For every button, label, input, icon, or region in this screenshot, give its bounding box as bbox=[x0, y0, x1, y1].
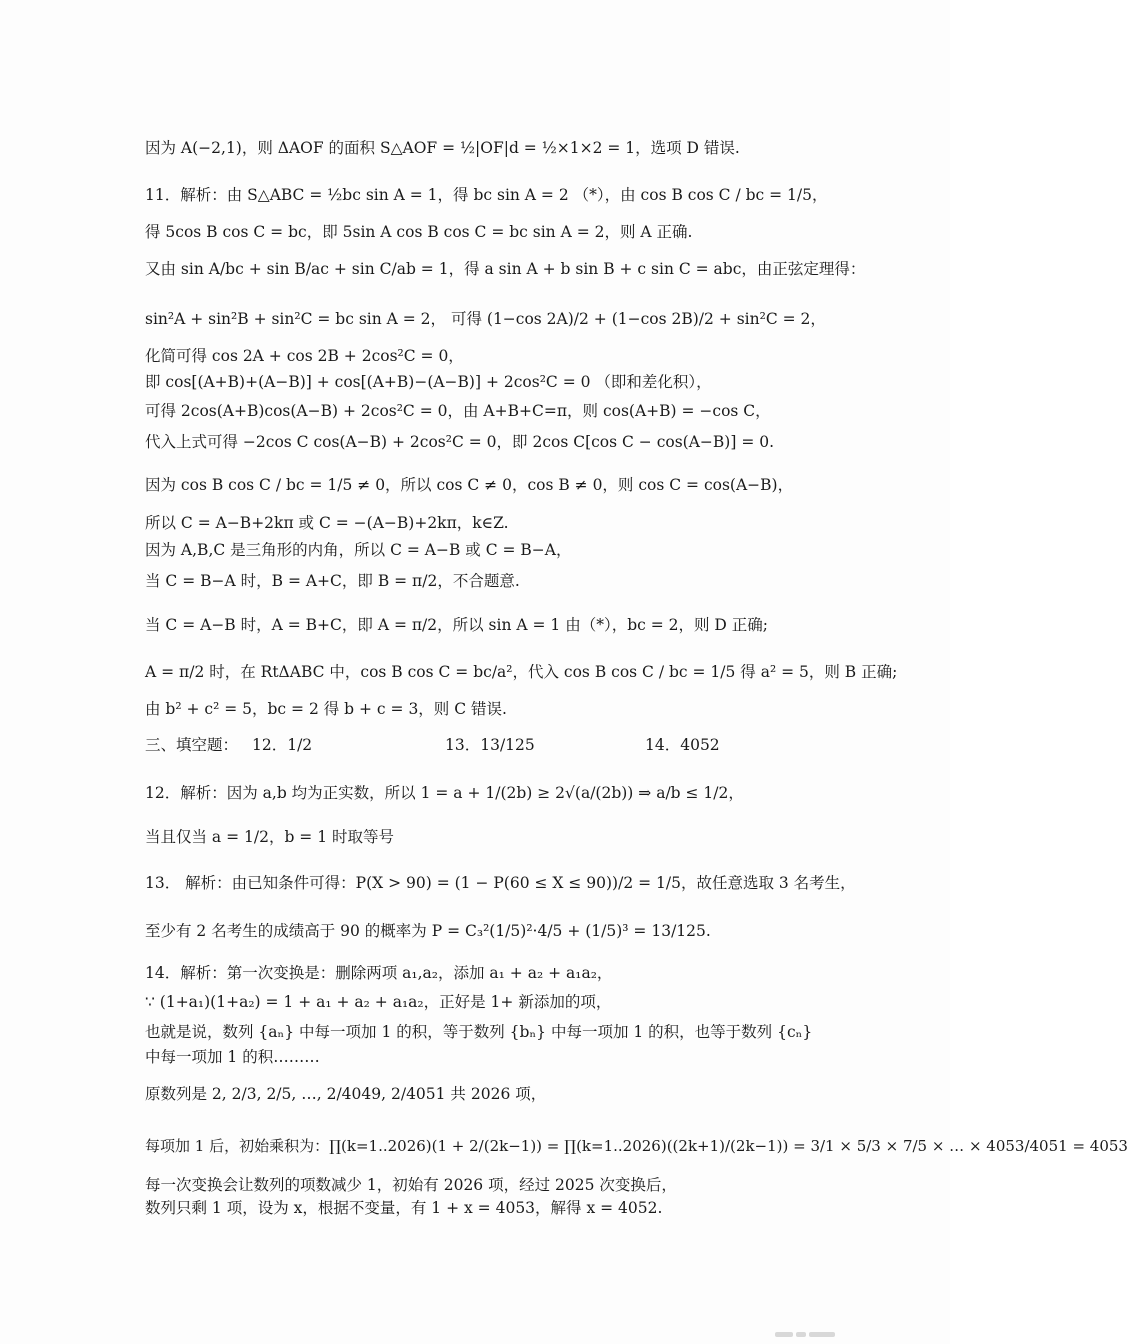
section-heading: 三、填空题： bbox=[145, 736, 239, 754]
text-line: 因为 A(−2,1)，则 ΔAOF 的面积 S△AOF = ½|OF|d = ½×1×2 = 1，选项 D 错误. bbox=[145, 139, 740, 157]
text-line: 也就是说，数列 {aₙ} 中每一项加 1 的积，等于数列 {bₙ} 中每一项加 1 的积，也等于数列 {cₙ} bbox=[145, 1023, 813, 1041]
text-line: 得 5cos B cos C = bc，即 5sin A cos B cos C = bc sin A = 2，则 A 正确. bbox=[145, 223, 693, 241]
text-line: 每项加 1 后，初始乘积为：∏(k=1..2026)(1 + 2/(2k−1)) = ∏(k=1..2026)((2k+1)/(2k−1)) = 3/1 × 5/3 × 7/5 × … × 4053/4051 = 4053 bbox=[145, 1137, 1128, 1155]
text-line: 因为 cos B cos C / bc = 1/5 ≠ 0，所以 cos C ≠ 0，cos B ≠ 0，则 cos C = cos(A−B)， bbox=[145, 476, 794, 494]
text-line: 由 b² + c² = 5，bc = 2 得 b + c = 3，则 C 错误. bbox=[145, 700, 507, 718]
text-line: 因为 A,B,C 是三角形的内角，所以 C = A−B 或 C = B−A， bbox=[145, 541, 572, 559]
text-line: 当 C = B−A 时，B = A+C，即 B = π/2，不合题意. bbox=[145, 572, 520, 590]
text-line: 13． 解析：由已知条件可得：P(X > 90) = (1 − P(60 ≤ X ≤ 90))/2 = 1/5，故任意选取 3 名考生， bbox=[145, 874, 856, 892]
text-line: 11．解析：由 S△ABC = ½bc sin A = 1，得 bc sin A = 2 （*），由 cos B cos C / bc = 1/5， bbox=[145, 186, 828, 204]
answer-12: 12．1/2 bbox=[252, 736, 313, 754]
text-line: 至少有 2 名考生的成绩高于 90 的概率为 P = C₃²(1/5)²·4/5 + (1/5)³ = 13/125. bbox=[145, 922, 711, 940]
scan-artifact bbox=[775, 1322, 855, 1330]
text-line: 当 C = A−B 时，A = B+C，即 A = π/2，所以 sin A = 1 由（*），bc = 2，则 D 正确; bbox=[145, 616, 769, 634]
text-line: 可得 2cos(A+B)cos(A−B) + 2cos²C = 0，由 A+B+C=π，则 cos(A+B) = −cos C， bbox=[145, 402, 771, 420]
text-line: 当且仅当 a = 1/2，b = 1 时取等号 bbox=[145, 828, 395, 846]
text-line: sin²A + sin²B + sin²C = bc sin A = 2， 可得 (1−cos 2A)/2 + (1−cos 2B)/2 + sin²C = 2， bbox=[145, 310, 826, 328]
text-line: A = π/2 时，在 RtΔABC 中，cos B cos C = bc/a²，代入 cos B cos C / bc = 1/5 得 a² = 5，则 B 正确; bbox=[145, 663, 898, 681]
answer-13: 13．13/125 bbox=[445, 736, 535, 754]
text-line: 代入上式可得 −2cos C cos(A−B) + 2cos²C = 0，即 2cos C[cos C − cos(A−B)] = 0. bbox=[145, 433, 775, 451]
text-line: 化简可得 cos 2A + cos 2B + 2cos²C = 0， bbox=[145, 347, 464, 365]
text-line: 又由 sin A/bc + sin B/ac + sin C/ab = 1，得 a sin A + b sin B + c sin C = abc，由正弦定理得： bbox=[145, 260, 866, 278]
text-line: 原数列是 2, 2/3, 2/5, …, 2/4049, 2/4051 共 2026 项， bbox=[145, 1085, 547, 1103]
text-line: 14．解析：第一次变换是：删除两项 a₁,a₂，添加 a₁ + a₂ + a₁a₂， bbox=[145, 964, 613, 982]
text-line: 每一次变换会让数列的项数减少 1，初始有 2026 项，经过 2025 次变换后， bbox=[145, 1176, 677, 1194]
text-line: 中每一项加 1 的积……… bbox=[145, 1048, 320, 1066]
text-line: 数列只剩 1 项，设为 x，根据不变量，有 1 + x = 4053，解得 x = 4052. bbox=[145, 1199, 663, 1217]
text-line: 即 cos[(A+B)+(A−B)] + cos[(A+B)−(A−B)] + 2cos²C = 0 （即和差化积）， bbox=[145, 373, 712, 391]
text-line: ∵ (1+a₁)(1+a₂) = 1 + a₁ + a₂ + a₁a₂，正好是 1+ 新添加的项， bbox=[145, 993, 612, 1011]
text-line: 所以 C = A−B+2kπ 或 C = −(A−B)+2kπ，k∈Z. bbox=[145, 514, 509, 532]
answer-14: 14．4052 bbox=[645, 736, 720, 754]
text-line: 12．解析：因为 a,b 均为正实数，所以 1 = a + 1/(2b) ≥ 2√(a/(2b)) ⇒ a/b ≤ 1/2， bbox=[145, 784, 744, 802]
